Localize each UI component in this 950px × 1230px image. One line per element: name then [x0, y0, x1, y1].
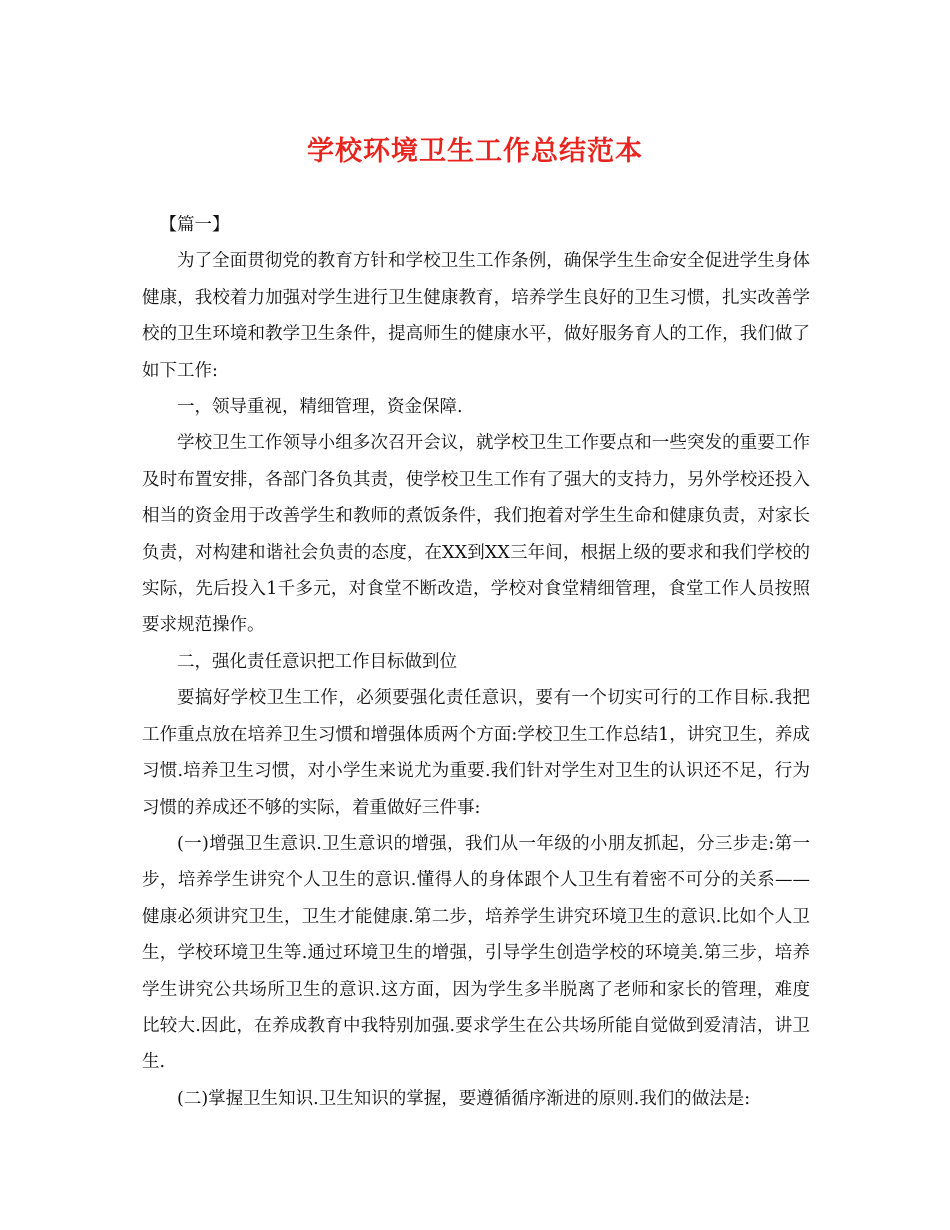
document-body — [142, 207, 810, 1117]
paragraph-responsibility: 要搞好学校卫生工作，必须要强化责任意识，要有一个切实可行的工作目标.我把工作重点放在培养卫生习惯和增强体质两个方面:学校卫生工作总结1，讲究卫生，养成习惯.培养卫生习惯，对小学生来说尤为重要.我们针对学生对卫生的认识还不足，行为习惯的养成还不够的实际，着重做好三件事: — [142, 688, 810, 818]
page-title: 学校环境卫生工作总结范本 — [307, 136, 643, 167]
paragraph-awareness: (一)增强卫生意识.卫生意识的增强，我们从一年级的小朋友抓起，分三步走:第一步，培养学生讲究个人卫生的意识.懂得人的身体跟个人卫生有着密不可分的关系——健康必须讲究卫生，卫生才能健康.第二步，培养学生讲究环境卫生的意识.比如个人卫生，学校环境卫生等.通过环境卫生的增强，引导学生创造学校的环境美.第三步，培养学生讲究公共场所卫生的意识.这方面，因为学生多半脱离了老师和家长的管理，难度比较大.因此，在养成教育中我特别加强.要求学生在公共场所能自觉做到爱清洁，讲卫生. — [142, 833, 810, 1073]
section-label: 【篇一】 — [159, 215, 230, 235]
paragraph-leadership: 学校卫生工作领导小组多次召开会议，就学校卫生工作要点和一些突发的重要工作及时布置安排，各部门各负其责，使学校卫生工作有了强大的支持力，另外学校还投入相当的资金用于改善学生和教师的煮饭条件，我们抱着对学生生命和健康负责，对家长负责，对构建和谐社会负责的态度，在XX到XX三年间，根据上级的要求和我们学校的实际，先后投入1千多元，对食堂不断改造，学校对食堂精细管理，食堂工作人员按照要求规范操作。 — [142, 433, 810, 636]
heading-two: 二，强化责任意识把工作目标做到位 — [177, 651, 457, 672]
heading-one: 一，领导重视，精细管理，资金保障. — [177, 397, 463, 418]
paragraph-intro: 为了全面贯彻党的教育方针和学校卫生工作条例，确保学生生命安全促进学生身体健康，我校着力加强对学生进行卫生健康教育，培养学生良好的卫生习惯，扎实改善学校的卫生环境和教学卫生条件，提高师生的健康水平，做好服务育人的工作，我们做了如下工作: — [142, 251, 810, 381]
paragraph-knowledge: (二)掌握卫生知识.卫生知识的掌握，要遵循循序渐进的原则.我们的做法是: — [177, 1088, 751, 1109]
